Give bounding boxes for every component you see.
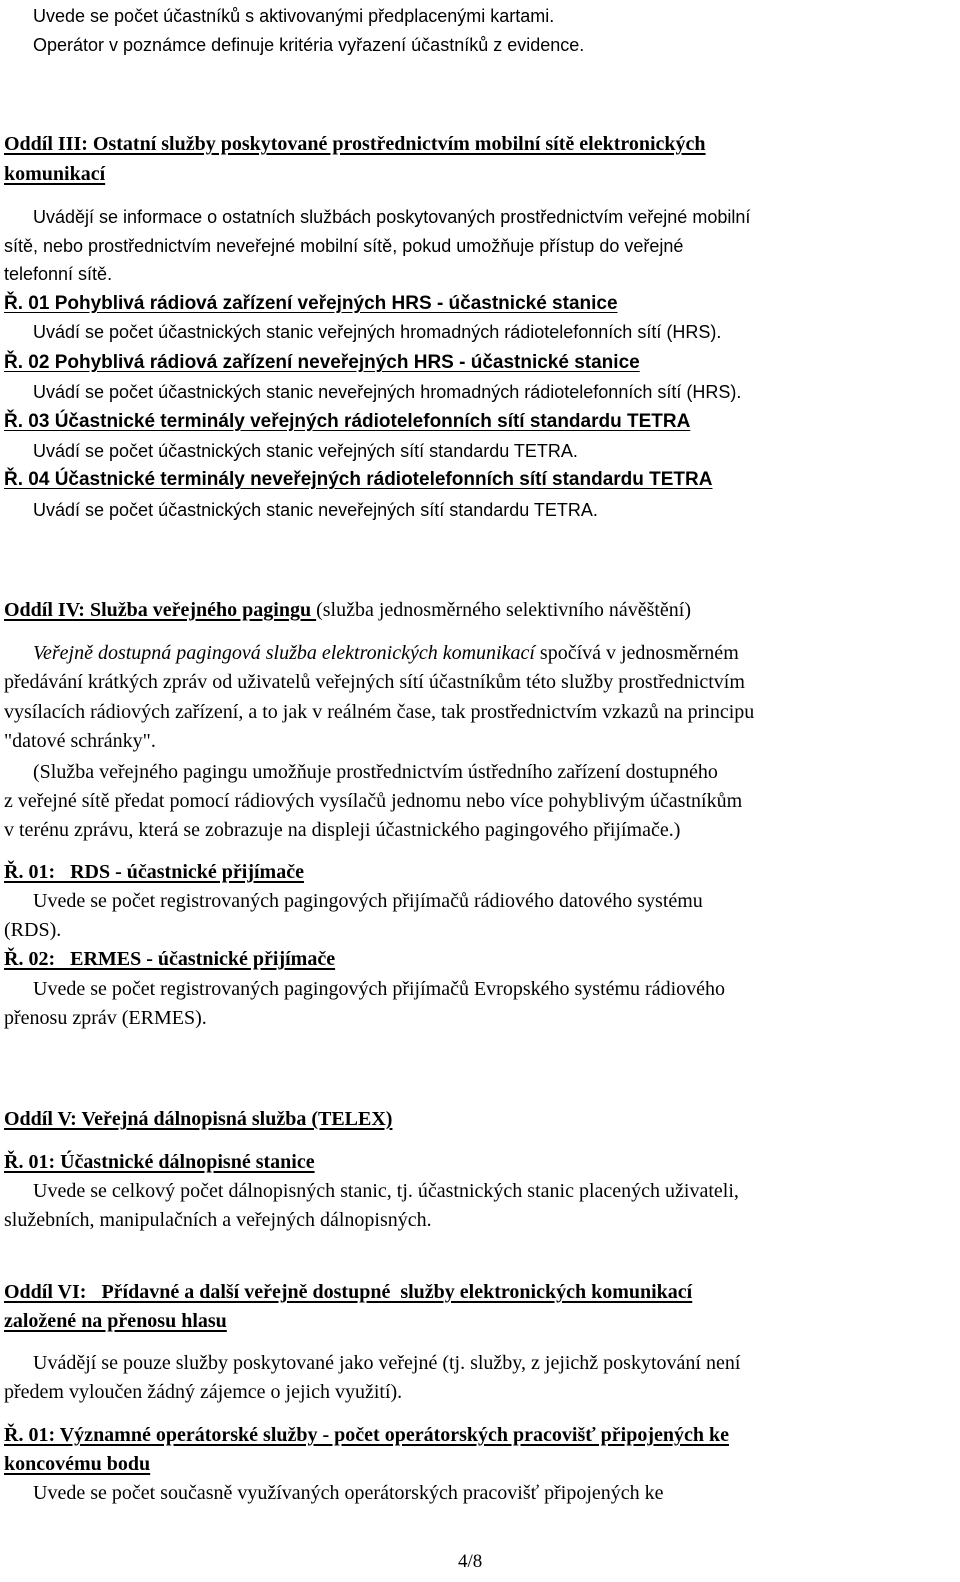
section-4-row-1-line-1: Uvede se počet registrovaných pagingových přijímačů rádiového datového systému (33, 890, 703, 912)
section-4-row-1-title: Ř. 01: RDS - účastnické přijímače (4, 861, 304, 883)
page-number: 4/8 (458, 1551, 483, 1572)
section-4-p1-line-1 (33, 641, 739, 665)
section-4-heading-line (4, 598, 691, 622)
section-4-row-1-line-2: (RDS). (4, 919, 62, 941)
section-4-p1-italic: Veřejně dostupná pagingová služba elektronických komunikací (33, 642, 535, 664)
section-6-p-line-1: Uvádějí se pouze služby poskytované jako veřejné (tj. služby, z jejichž poskytování není (33, 1352, 741, 1374)
section-3-row-4-title: Ř. 04 Účastnické terminály neveřejných rádiotelefonních sítí standardu TETRA (4, 469, 713, 490)
section-3-desc-line-2: sítě, nebo prostřednictvím neveřejné mobilní sítě, pokud umožňuje přístup do veřejné (4, 236, 684, 256)
section-4-p2-line-1: (Služba veřejného pagingu umožňuje prostřednictvím ústředního zařízení dostupného (33, 761, 718, 783)
section-3-row-4-text: Uvádí se počet účastnických stanic neveřejných sítí standardu TETRA. (33, 500, 598, 520)
section-3-row-1-text: Uvádí se počet účastnických stanic veřejných hromadných rádiotelefonních sítí (HRS). (33, 322, 722, 342)
section-5-row-1-title: Ř. 01: Účastnické dálnopisné stanice (4, 1151, 315, 1173)
section-3-row-3-title: Ř. 03 Účastnické terminály veřejných rádiotelefonních sítí standardu TETRA (4, 411, 691, 432)
intro-line-2: Operátor v poznámce definuje kritéria vyřazení účastníků z evidence. (33, 35, 585, 55)
section-5-heading: Oddíl V: Veřejná dálnopisná služba (TELEX) (4, 1108, 393, 1130)
section-3-row-2-text: Uvádí se počet účastnických stanic neveřejných hromadných rádiotelefonních sítí (HRS). (33, 382, 742, 402)
section-5-row-1-line-2: služebních, manipulačních a veřejných dálnopisných. (4, 1209, 432, 1231)
section-4-p1-line-2: předávání krátkých zpráv od uživatelů veřejných sítí účastníkům této služby prostřednictvím (4, 671, 745, 693)
intro-line-1: Uvede se počet účastníků s aktivovanými předplacenými kartami. (33, 6, 555, 26)
section-4-row-2-title: Ř. 02: ERMES - účastnické přijímače (4, 948, 336, 970)
section-4-p1-line-3: vysílacích rádiových zařízení, a to jak v reálném čase, tak prostřednictvím vzkazů na principu (4, 701, 755, 723)
section-3-desc-line-3: telefonní sítě. (4, 264, 113, 284)
section-4-p2-line-2: z veřejné sítě předat pomocí rádiových vysílačů jednomu nebo více pohyblivým účastníkům (4, 790, 743, 812)
section-6-heading-line-1: Oddíl VI: Přídavné a další veřejně dostupné služby elektronických komunikací (4, 1281, 693, 1303)
section-6-heading-line-2: založené na přenosu hlasu (4, 1310, 227, 1332)
section-6-row-1-title-line-1: Ř. 01: Významné operátorské služby - počet operátorských pracovišť připojených ke (4, 1424, 729, 1446)
section-3-heading-line-2: komunikací (4, 163, 106, 185)
section-6-row-1-title-line-2: koncovému bodu (4, 1453, 151, 1475)
section-4-p2-line-3: v terénu zprávu, která se zobrazuje na displeji účastnického pagingového přijímače.) (4, 819, 681, 841)
section-3-heading-line-1: Oddíl III: Ostatní služby poskytované prostřednictvím mobilní sítě elektronických (4, 133, 706, 155)
section-3-row-2-title: Ř. 02 Pohyblivá rádiová zařízení neveřejných HRS - účastnické stanice (4, 352, 640, 373)
section-4-heading: Oddíl IV: Služba veřejného pagingu (4, 599, 317, 621)
section-4-row-2-line-1: Uvede se počet registrovaných pagingových přijímačů Evropského systému rádiového (33, 978, 726, 1000)
section-3-row-1-title: Ř. 01 Pohyblivá rádiová zařízení veřejných HRS - účastnické stanice (4, 293, 618, 314)
section-4-p1-line-4: "datové schránky". (4, 730, 156, 752)
section-5-row-1-line-1: Uvede se celkový počet dálnopisných stanic, tj. účastnických stanic placených uživateli, (33, 1180, 739, 1202)
section-4-p1-rest: spočívá v jednosměrném (534, 642, 739, 664)
section-6-row-1-line-1: Uvede se počet současně využívaných operátorských pracovišť připojených ke (33, 1482, 664, 1504)
section-3-row-3-text: Uvádí se počet účastnických stanic veřejných sítí standardu TETRA. (33, 441, 578, 461)
section-4-row-2-line-2: přenosu zpráv (ERMES). (4, 1007, 207, 1029)
section-6-p-line-2: předem vyloučen žádný zájemce o jejich využití). (4, 1381, 403, 1403)
section-4-heading-suffix: (služba jednosměrného selektivního návěštění) (316, 599, 692, 621)
section-3-desc-line-1: Uvádějí se informace o ostatních službách poskytovaných prostřednictvím veřejné mobilní (33, 207, 751, 227)
